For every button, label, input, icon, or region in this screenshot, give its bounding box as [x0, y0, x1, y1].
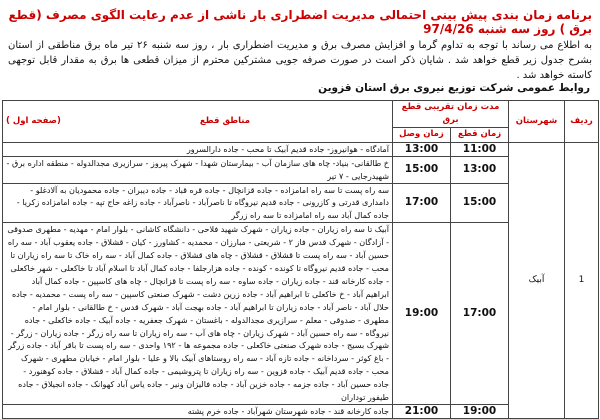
header-areas — [3, 101, 393, 143]
areas-cell: آبیک تا سه راه زیاران - جاده زیاران - شهرک شهید فلاحی - دانشگاه کاشانی - بلوار امام - مهدیه - مطهری صدوقی - آزادگان - شهرک قدس فاز ۲ - شریعتی - مبارزان - محمدیه - کشاورز - کیان - قشلاق - جاده یعقوب آباد - سه راه حسین آباد - سه راه پست تا قشلاق - قشلاق - چاه های قشلاق - جاده کمال آباد - سه راه خاک تا سه راه زیاران تا محب - جاده قدیم نیروگاه تا کونده - کونده - جاده هزارجلفا - جاده کمال آباد تا اسلام آباد تا خاکعلی - شهر خاکعلی - جاده کارخانه قند - جاده زیاران - جاده ساوه - سه راه پست تا قزانچال - چاه های کاسپین - جاده کمال آباد ابراهیم آباد - خ خاکعلی تا ابراهیم آباد - جاده زرین دشت - شهرک صنعتی کاسپین - سه راه پست - محمدیه - جاده حلال آباد - ناصر آباد - جاده زیاران تا ابراهیم آباد - جاده بهجت آباد - شهرک قدس - خ طالقانی - بلوار امام - مطهری - صدوقی - معلم - سرازیری مجدالدوله - باغستان - شهرک جعفریه - جاده آبیک - جاده خاکعلی - جاده نیروگاه - سه راه حسین آباد - شهرک زیاران - چاه های آب - سه راه زیاران تا سه راه زرگر - جاده زیاران - زرگر - شهرک بسیج - جاده شهرک صنعتی خاکعلی - جاده مجموعه ها - ۱۹۲ واحدی - سه راه پست تا باقر آباد - جاده زرگر - باغ کوثر - سرداخانه - جاده تازه آباد - سه راه روستاهای آبیک بالا و علیا - بلوار امام - خیابان مطهری - شهرک محب - جاده قدیم آبیک - جاده قزوین - سه راه زیاران تا پتروشیمی - جاده کمال آباد - قشلاق - جاده کوهنورد - جاده حسین آباد - جاده جزمه - جاده خزین آباد - جاده فالیزان ونیر - جاده یاس آباد کهوانک - جاده انجیلاق - جاده طیفور توداران — [3, 223, 393, 405]
cut-time-cell: 11:00 — [451, 142, 509, 156]
connect-time-cell: 17:00 — [393, 183, 451, 223]
areas-cell: خ طالقانی- بنیاد- چاه های سازمان آب - بیمارستان شهدا - شهرک پیروز - سرازیری مجدالدوله - منطقه اداره برق - شهیدرجایی - ۷ تیر — [3, 156, 393, 183]
connect-time-cell: 13:00 — [393, 142, 451, 156]
areas-cell: جاده کارخانه قند - جاده شهرستان شهرآباد - جاده خرم پشته — [3, 404, 393, 418]
header-connect-time: زمان وصل — [393, 127, 451, 142]
header-areas-label: مناطق قطع — [199, 115, 251, 126]
table-row — [3, 142, 599, 156]
cut-time-cell: 13:00 — [451, 156, 509, 183]
header-city: شهرستان — [509, 101, 565, 143]
header-row-number: ردیف — [565, 101, 599, 143]
cut-time-cell: 15:00 — [451, 183, 509, 223]
signature: روابط عمومی شرکت توزیع نیروی برق استان قزوین — [318, 82, 590, 94]
city-cell: آبیک — [509, 142, 565, 418]
row-number-cell: 1 — [565, 142, 599, 418]
header-time-group: مدت زمان تقریبی قطع برق — [393, 101, 509, 128]
header-cut-time: زمان قطع — [451, 127, 509, 142]
cut-time-cell: 17:00 — [451, 223, 509, 405]
header-page-label: (صفحه اول ) — [6, 115, 61, 126]
document-title: برنامه زمان بندی پیش بینی احتمالی مدیریت اضطراری بار ناشی از عدم رعایت الگوی مصرف (قطع برق ) روز سه شنبه 97/4/26 — [8, 8, 592, 36]
cut-time-cell: 19:00 — [451, 404, 509, 418]
areas-cell: سه راه پست تا سه راه امامزاده - جاده قزانچال - جاده قره قباد - جاده دیبران - جاده محمودیان به آلادغلو - دامداری قدرتی و کازرونی - جاده قدیم نیروگاه تا ناصرآباد - ناصرآباد - جاده زاغه حاج تپه - جاده امامزاده زکریا - جاده کمال آباد سه راه امامزاده تا سه راه زرگر — [3, 183, 393, 223]
connect-time-cell: 15:00 — [393, 156, 451, 183]
areas-cell: آمادگاه - هوانیروز- جاده قدیم آبیک تا محب - جاده دارالسرور — [3, 142, 393, 156]
connect-time-cell: 21:00 — [393, 404, 451, 418]
outage-schedule-table — [2, 100, 599, 419]
intro-paragraph: به اطلاع می رساند با توجه به تداوم گرما و افزایش مصرف برق و مدیریت اضطراری بار ، روز سه شنبه ۲۶ تیر ماه برق مناطقی از استان بشرح جدول زیر قطع خواهد شد . شایان ذکر است در صورت صرفه جویی مشترکین محترم از میزان قطعی ها برق به مقدار قابل توجهی کاسته خواهد شد . — [8, 40, 592, 81]
table-header-row — [3, 101, 599, 128]
connect-time-cell: 19:00 — [393, 223, 451, 405]
